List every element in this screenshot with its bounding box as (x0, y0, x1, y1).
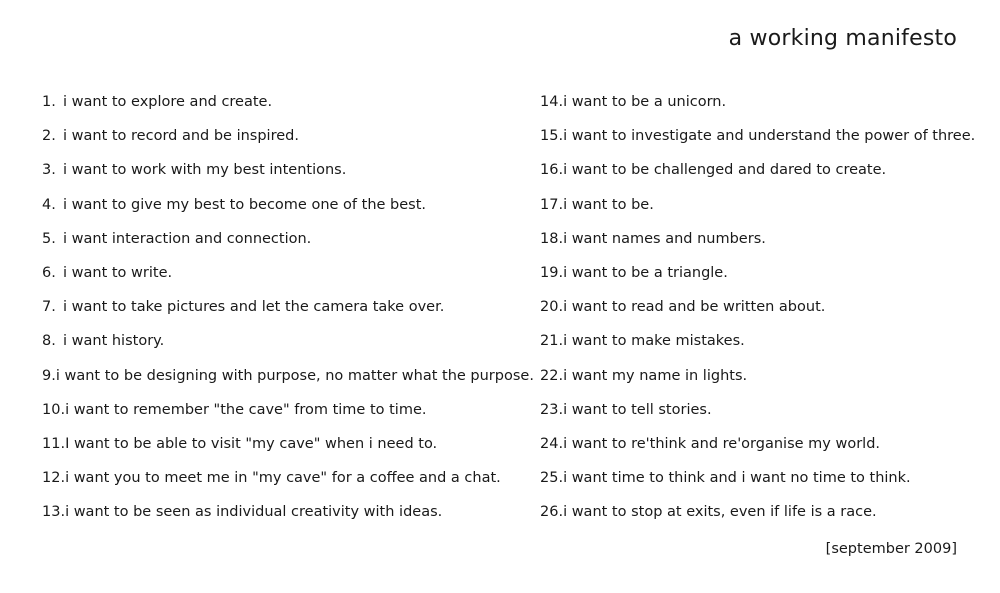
list-item (540, 256, 980, 290)
list-item (540, 427, 980, 461)
item-text: i want you to meet me in "my cave" for a coffee and a chat. (65, 470, 501, 487)
item-text: i want to tell stories. (563, 401, 712, 418)
item-number: 14. (540, 94, 564, 111)
manifesto-list-left (42, 85, 534, 529)
item-text: i want to re'think and re'organise my world. (563, 435, 881, 452)
item-number: 13. (42, 504, 66, 521)
item-text: i want history. (63, 333, 165, 350)
item-text: i want names and numbers. (563, 230, 766, 247)
item-number: 16. (540, 162, 564, 179)
list-item (42, 153, 512, 187)
list-item (42, 461, 512, 495)
item-text: i want to be challenged and dared to create. (563, 162, 887, 179)
item-text: i want to be a unicorn. (563, 94, 727, 111)
item-number: 21. (540, 333, 564, 350)
list-item (540, 188, 980, 222)
item-number: 20. (540, 299, 564, 316)
list-item (540, 359, 980, 393)
list-item (42, 393, 512, 427)
item-number: 18. (540, 230, 564, 247)
list-item (42, 495, 512, 529)
item-number: 15. (540, 128, 564, 145)
item-text: i want to take pictures and let the camera take over. (63, 299, 445, 316)
item-text: i want to make mistakes. (563, 333, 745, 350)
item-text: i want to be a triangle. (563, 265, 728, 282)
item-text: i want to read and be written about. (563, 299, 826, 316)
item-number: 7. (42, 299, 56, 316)
item-text: i want interaction and connection. (63, 230, 312, 247)
item-text: i want to remember "the cave" from time to time. (65, 401, 427, 418)
list-item (540, 290, 980, 324)
list-item (540, 222, 980, 256)
list-item (540, 119, 980, 153)
item-text: i want to investigate and understand the power of three. (563, 128, 976, 145)
list-item (42, 188, 512, 222)
list-item (42, 256, 512, 290)
item-number: 11. (42, 435, 66, 452)
list-item (540, 393, 980, 427)
item-text: i want to record and be inspired. (63, 128, 299, 145)
list-item (540, 153, 980, 187)
item-text: i want to work with my best intentions. (63, 162, 347, 179)
list-item (42, 119, 512, 153)
page-title: a working manifesto (728, 26, 957, 51)
item-text: I want to be able to visit "my cave" when i need to. (65, 435, 438, 452)
item-number: 12. (42, 470, 66, 487)
item-text: i want to be seen as individual creativity with ideas. (65, 504, 443, 521)
item-number: 6. (42, 265, 56, 282)
item-number: 8. (42, 333, 56, 350)
item-number: 26. (540, 504, 564, 521)
item-text: i want my name in lights. (563, 367, 748, 384)
item-number: 5. (42, 230, 56, 247)
list-item (540, 324, 980, 358)
item-number: 9. (42, 367, 56, 384)
list-item (42, 85, 512, 119)
item-text: i want time to think and i want no time to think. (563, 470, 911, 487)
list-item (540, 461, 980, 495)
list-item (540, 495, 980, 529)
manifesto-list-right (540, 85, 980, 529)
item-number: 19. (540, 265, 564, 282)
item-number: 24. (540, 435, 564, 452)
item-number: 25. (540, 470, 564, 487)
item-number: 23. (540, 401, 564, 418)
item-number: 1. (42, 94, 56, 111)
item-text: i want to be designing with purpose, no matter what the purpose. (55, 367, 534, 384)
list-item (42, 222, 512, 256)
item-number: 3. (42, 162, 56, 179)
item-text: i want to be. (563, 196, 654, 213)
list-item (540, 85, 980, 119)
item-number: 17. (540, 196, 564, 213)
list-item (42, 427, 512, 461)
item-text: i want to give my best to become one of the best. (63, 196, 427, 213)
list-item (42, 324, 512, 358)
item-number: 10. (42, 401, 66, 418)
list-item (42, 359, 534, 393)
date-note: [september 2009] (825, 541, 957, 557)
item-text: i want to stop at exits, even if life is a race. (563, 504, 877, 521)
item-text: i want to explore and create. (63, 94, 273, 111)
item-number: 4. (42, 196, 56, 213)
item-text: i want to write. (63, 265, 173, 282)
item-number: 2. (42, 128, 56, 145)
item-number: 22. (540, 367, 564, 384)
list-item (42, 290, 512, 324)
